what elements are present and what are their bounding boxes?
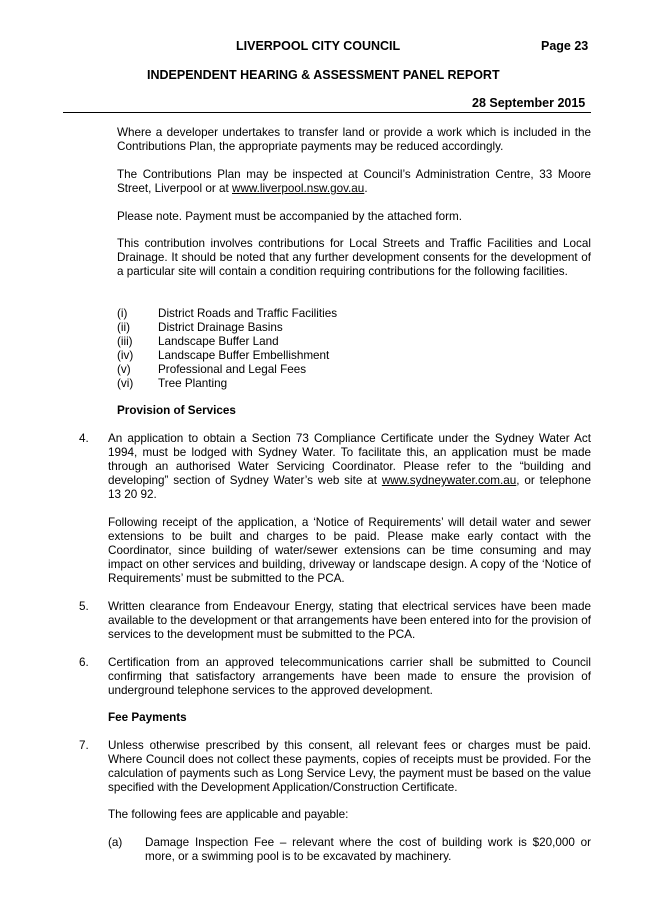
facility-text: Landscape Buffer Embellishment [158, 349, 330, 362]
subitem-letter: (a) [108, 836, 123, 849]
item-7-text: Unless otherwise prescribed by this consent, all relevant fees or charges must be paid. Where Council does not collect these payments, copies of receipts must be provided. For the calculation of payments such as Long Service Levy, the payment must be based on the value specified with the Development Application/Construction Certificate. [108, 739, 591, 794]
item-number: 4. [79, 432, 89, 445]
paragraph-transfer: Where a developer undertakes to transfer land or provide a work which is included in the Contributions Plan, the appropriate payments may be reduced accordingly. [117, 126, 591, 153]
facility-num: (vi) [117, 377, 134, 390]
facility-num: (i) [117, 307, 128, 320]
council-name: LIVERPOOL CITY COUNCIL [236, 39, 401, 53]
page-number: Page 23 [541, 39, 589, 53]
item-number: 7. [79, 739, 89, 752]
item-6-text: Certification from an approved telecommunications carrier shall be submitted to Council confirming that satisfactory arrangements have been made to ensure the provision of underground telephone services to the approved development. [108, 656, 591, 697]
header-rule [63, 112, 591, 113]
item-4-text [108, 432, 591, 502]
item-5-text: Written clearance from Endeavour Energy, stating that electrical services have been made available to the development or that arrangements have been entered into for the provision of services to the development must be submitted to the PCA. [108, 600, 591, 641]
heading-provision-of-services: Provision of Services [117, 404, 236, 417]
item-number: 5. [79, 600, 89, 613]
report-title: INDEPENDENT HEARING & ASSESSMENT PANEL REPORT [147, 68, 500, 82]
paragraph-note: Please note. Payment must be accompanied by the attached form. [117, 210, 462, 223]
facility-num: (iv) [117, 349, 134, 362]
heading-fee-payments: Fee Payments [108, 711, 187, 724]
facility-num: (ii) [117, 321, 130, 334]
item-4-body-end: , or telephone 13 20 92. [108, 474, 591, 501]
facility-text: District Roads and Traffic Facilities [158, 307, 338, 320]
liverpool-website-link[interactable]: www.liverpool.nsw.gov.au [232, 182, 365, 195]
facility-text: Tree Planting [158, 377, 228, 390]
facility-num: (iii) [117, 335, 133, 348]
facility-text: Professional and Legal Fees [158, 363, 307, 376]
report-date: 28 September 2015 [472, 96, 586, 110]
facility-text: District Drainage Basins [158, 321, 283, 334]
sydney-water-link[interactable]: www.sydneywater.com.au [381, 474, 517, 487]
paragraph-contribution: This contribution involves contributions for Local Streets and Traffic Facilities and Local Drainage. It should be noted that any further development consents for the development of a particular site will contain a condition requiring contributions for the following facilities. [117, 237, 591, 278]
facility-num: (v) [117, 363, 131, 376]
item-7-para2: The following fees are applicable and payable: [108, 808, 349, 821]
paragraph-inspect-end: . [364, 182, 368, 195]
paragraph-inspect [117, 168, 591, 196]
item-4-body: An application to obtain a Section 73 Compliance Certificate under the Sydney Water Act 1994, must be lodged with Sydney Water. To facilitate this, an application must be made through an authorised Water Servicing Coordinator. Please refer to the “building and developing” section of Sydney Water’s web site at [108, 432, 591, 487]
item-4-para2: Following receipt of the application, a ‘Notice of Requirements’ will detail water and sewer extensions to be built and charges to be paid. Please make early contact with the Coordinator, since building of water/sewer extensions can be time consuming and may impact on other services and building, driveway or landscape design. A copy of the ‘Notice of Requirements’ must be submitted to the PCA. [108, 516, 591, 585]
item-number: 6. [79, 656, 89, 669]
facility-text: Landscape Buffer Land [158, 335, 279, 348]
paragraph-inspect-text: The Contributions Plan may be inspected at Council’s Administration Centre, 33 Moore Street, Liverpool or at [117, 168, 591, 195]
subitem-a-text: Damage Inspection Fee – relevant where the cost of building work is $20,000 or more, or a swimming pool is to be excavated by machinery. [145, 836, 591, 863]
